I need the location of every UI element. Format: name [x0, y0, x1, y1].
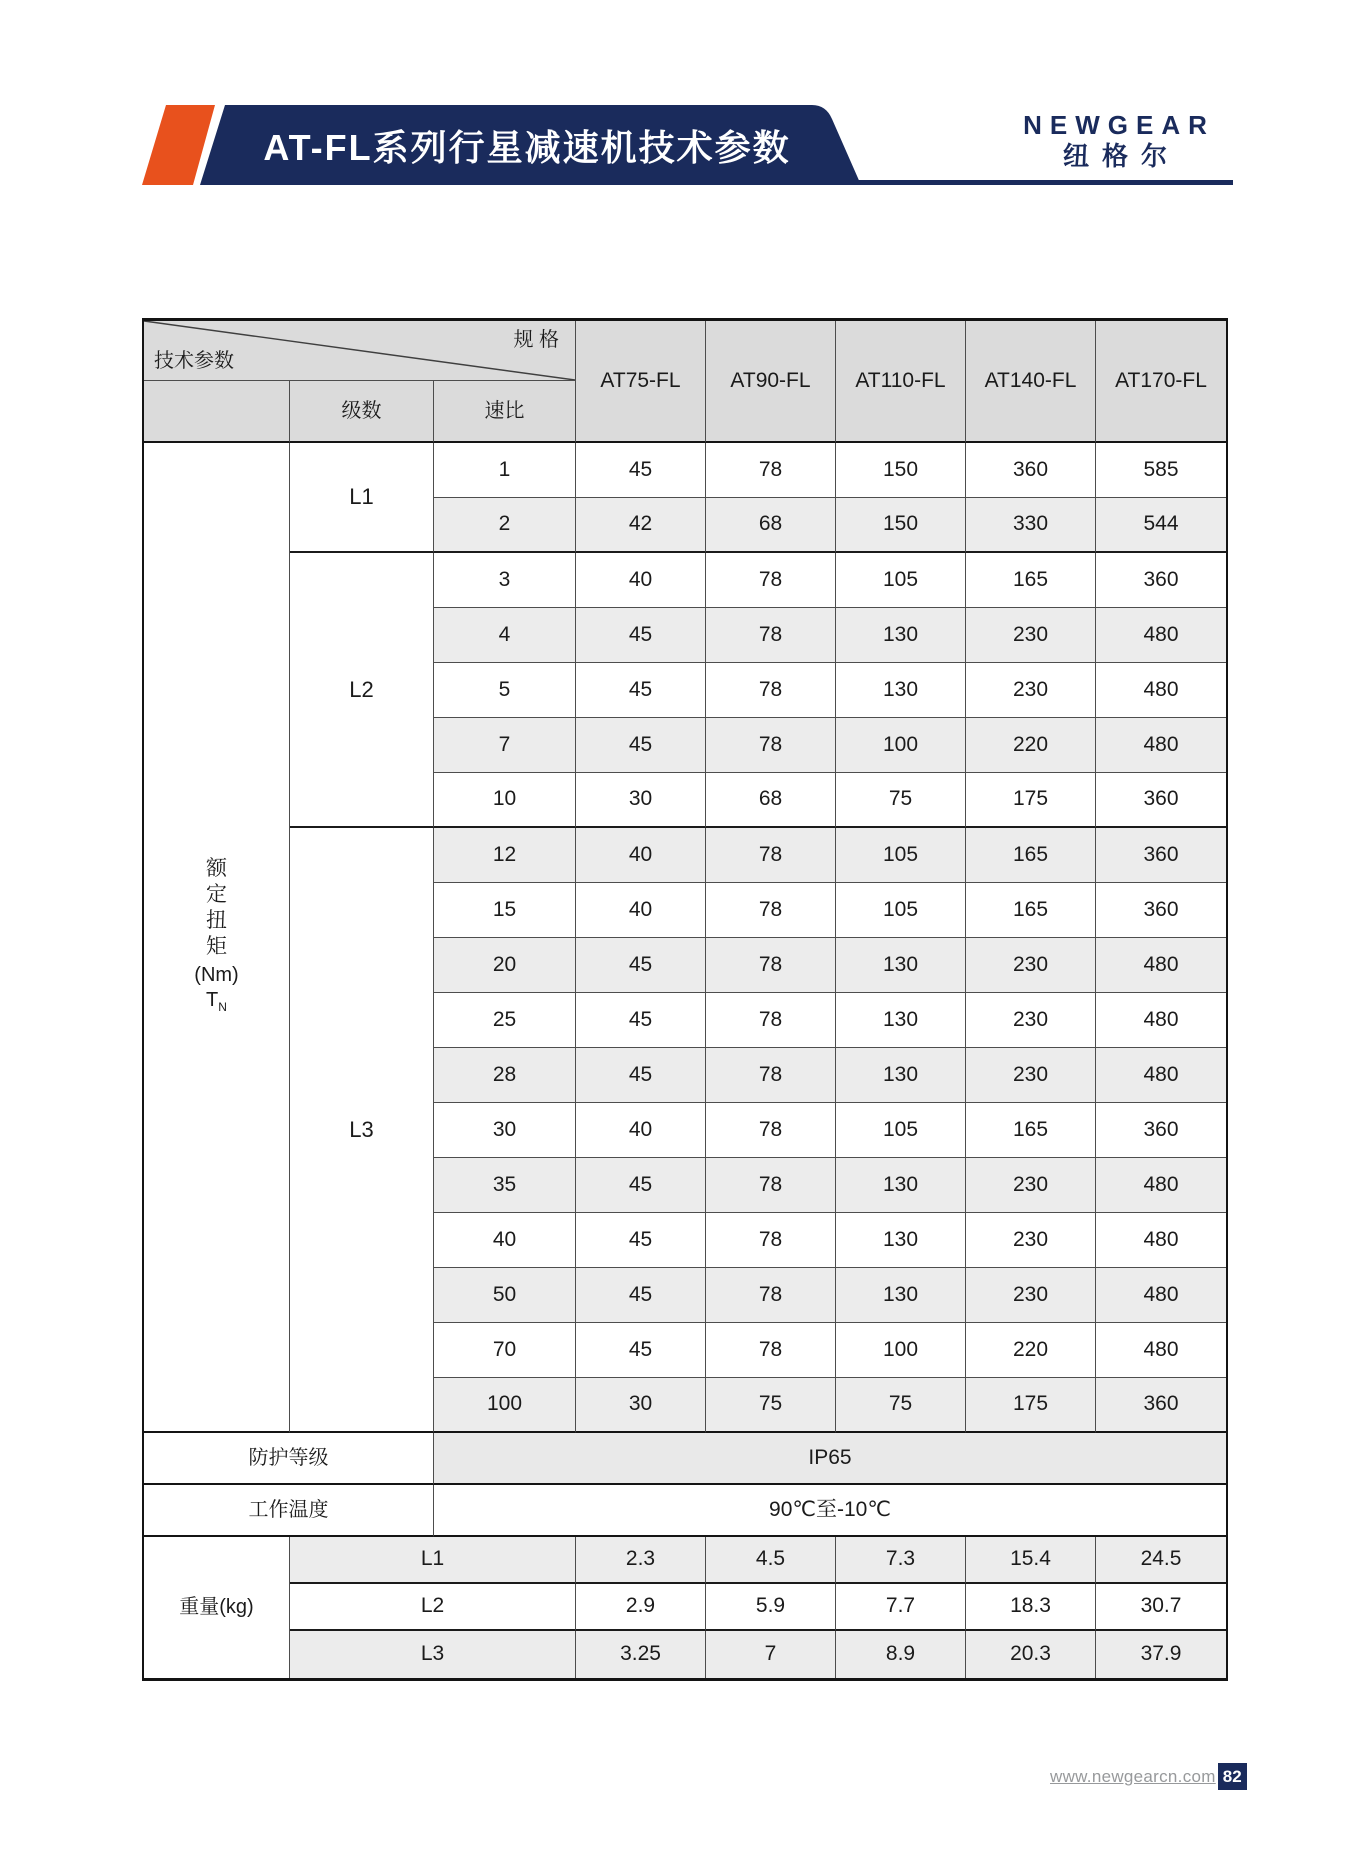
torque-value-cell: 78 [706, 663, 836, 718]
ratio-cell: 15 [434, 883, 576, 938]
logo-chinese-name: 纽格尔 [1062, 141, 1180, 171]
torque-value-cell: 165 [966, 828, 1096, 883]
torque-value-cell: 130 [836, 993, 966, 1048]
torque-value-cell: 78 [706, 1323, 836, 1378]
model-header: AT75-FL [576, 321, 706, 443]
weight-value-cell: 30.7 [1096, 1584, 1226, 1631]
weight-label: 重量(kg) [144, 1537, 290, 1678]
torque-value-cell: 40 [576, 828, 706, 883]
torque-value-cell: 78 [706, 828, 836, 883]
torque-value-cell: 150 [836, 498, 966, 553]
model-header: AT140-FL [966, 321, 1096, 443]
torque-value-cell: 130 [836, 1268, 966, 1323]
protection-value: IP65 [434, 1433, 1226, 1485]
torque-value-cell: 78 [706, 1213, 836, 1268]
torque-value-cell: 68 [706, 498, 836, 553]
torque-rated-label [144, 443, 290, 1433]
torque-value-cell: 105 [836, 883, 966, 938]
torque-value-cell: 78 [706, 1103, 836, 1158]
corner-empty-cell [144, 381, 290, 443]
ratio-cell: 2 [434, 498, 576, 553]
torque-value-cell: 480 [1096, 663, 1226, 718]
torque-value-cell: 78 [706, 883, 836, 938]
temperature-label: 工作温度 [144, 1485, 434, 1537]
torque-value-cell: 45 [576, 1048, 706, 1103]
torque-value-cell: 330 [966, 498, 1096, 553]
torque-value-cell: 230 [966, 1268, 1096, 1323]
torque-value-cell: 480 [1096, 718, 1226, 773]
torque-value-cell: 480 [1096, 608, 1226, 663]
torque-value-cell: 78 [706, 1158, 836, 1213]
torque-value-cell: 75 [836, 1378, 966, 1433]
weight-value-cell: 2.3 [576, 1537, 706, 1584]
model-header: AT90-FL [706, 321, 836, 443]
torque-value-cell: 360 [1096, 553, 1226, 608]
torque-value-cell: 45 [576, 1158, 706, 1213]
torque-value-cell: 480 [1096, 993, 1226, 1048]
corner-label-parameters: 技术参数 [154, 350, 234, 372]
torque-value-cell: 230 [966, 1048, 1096, 1103]
torque-value-cell: 45 [576, 1213, 706, 1268]
torque-value-cell: 165 [966, 883, 1096, 938]
weight-value-cell: 24.5 [1096, 1537, 1226, 1584]
weight-value-cell: 2.9 [576, 1584, 706, 1631]
torque-value-cell: 220 [966, 718, 1096, 773]
torque-value-cell: 78 [706, 1268, 836, 1323]
ratio-cell: 28 [434, 1048, 576, 1103]
weight-value-cell: 4.5 [706, 1537, 836, 1584]
torque-value-cell: 480 [1096, 1213, 1226, 1268]
ratio-cell: 7 [434, 718, 576, 773]
torque-value-cell: 45 [576, 443, 706, 498]
torque-value-cell: 45 [576, 993, 706, 1048]
header-rule-line [845, 180, 1233, 185]
torque-value-cell: 130 [836, 608, 966, 663]
torque-value-cell: 480 [1096, 938, 1226, 993]
ratio-cell: 10 [434, 773, 576, 828]
torque-value-cell: 78 [706, 718, 836, 773]
stage-column-header: 级数 [290, 381, 434, 443]
torque-value-cell: 585 [1096, 443, 1226, 498]
ratio-cell: 50 [434, 1268, 576, 1323]
torque-value-cell: 230 [966, 1213, 1096, 1268]
torque-value-cell: 360 [966, 443, 1096, 498]
weight-stage-cell: L1 [290, 1537, 576, 1584]
torque-value-cell: 360 [1096, 773, 1226, 828]
torque-value-cell: 45 [576, 938, 706, 993]
temperature-value: 90℃至-10℃ [434, 1485, 1226, 1537]
torque-value-cell: 130 [836, 663, 966, 718]
torque-value-cell: 40 [576, 553, 706, 608]
torque-value-cell: 480 [1096, 1268, 1226, 1323]
torque-value-cell: 130 [836, 938, 966, 993]
torque-value-cell: 230 [966, 663, 1096, 718]
torque-value-cell: 75 [706, 1378, 836, 1433]
torque-value-cell: 75 [836, 773, 966, 828]
torque-value-cell: 360 [1096, 1103, 1226, 1158]
torque-value-cell: 360 [1096, 1378, 1226, 1433]
torque-value-cell: 360 [1096, 883, 1226, 938]
ratio-column-header: 速比 [434, 381, 576, 443]
torque-value-cell: 42 [576, 498, 706, 553]
torque-value-cell: 480 [1096, 1323, 1226, 1378]
page-number-badge: 82 [1218, 1763, 1247, 1790]
torque-value-cell: 78 [706, 553, 836, 608]
ratio-cell: 25 [434, 993, 576, 1048]
torque-value-cell: 78 [706, 1048, 836, 1103]
torque-value-cell: 105 [836, 828, 966, 883]
torque-value-cell: 78 [706, 608, 836, 663]
torque-value-cell: 78 [706, 993, 836, 1048]
ratio-cell: 1 [434, 443, 576, 498]
torque-value-cell: 40 [576, 883, 706, 938]
torque-value-cell: 220 [966, 1323, 1096, 1378]
torque-value-cell: 165 [966, 553, 1096, 608]
torque-value-cell: 100 [836, 718, 966, 773]
torque-value-cell: 130 [836, 1213, 966, 1268]
ratio-cell: 40 [434, 1213, 576, 1268]
torque-value-cell: 480 [1096, 1048, 1226, 1103]
model-header: AT110-FL [836, 321, 966, 443]
torque-value-cell: 78 [706, 938, 836, 993]
ratio-cell: 5 [434, 663, 576, 718]
weight-value-cell: 15.4 [966, 1537, 1096, 1584]
torque-value-cell: 130 [836, 1048, 966, 1103]
torque-value-cell: 45 [576, 718, 706, 773]
weight-value-cell: 3.25 [576, 1631, 706, 1678]
torque-value-cell: 105 [836, 1103, 966, 1158]
torque-value-cell: 78 [706, 443, 836, 498]
weight-value-cell: 7.3 [836, 1537, 966, 1584]
torque-value-cell: 230 [966, 938, 1096, 993]
logo-wordmark: NEWGEAR [1023, 110, 1215, 140]
page-title: AT-FL系列行星减速机技术参数 [263, 126, 791, 168]
ratio-cell: 12 [434, 828, 576, 883]
torque-value-cell: 150 [836, 443, 966, 498]
weight-stage-cell: L2 [290, 1584, 576, 1631]
weight-value-cell: 37.9 [1096, 1631, 1226, 1678]
torque-value-cell: 544 [1096, 498, 1226, 553]
spec-table [142, 318, 1228, 1681]
website-url: www.newgearcn.com [1050, 1766, 1216, 1786]
weight-value-cell: 18.3 [966, 1584, 1096, 1631]
weight-stage-cell: L3 [290, 1631, 576, 1678]
stage-cell: L3 [290, 828, 434, 1433]
torque-value-cell: 480 [1096, 1158, 1226, 1213]
weight-value-cell: 8.9 [836, 1631, 966, 1678]
weight-value-cell: 7.7 [836, 1584, 966, 1631]
torque-value-cell: 30 [576, 773, 706, 828]
ratio-cell: 4 [434, 608, 576, 663]
stage-cell: L1 [290, 443, 434, 553]
torque-value-cell: 130 [836, 1158, 966, 1213]
corner-diagonal-cell [144, 321, 576, 381]
torque-value-cell: 45 [576, 1323, 706, 1378]
ratio-cell: 70 [434, 1323, 576, 1378]
torque-value-cell: 45 [576, 608, 706, 663]
torque-value-cell: 230 [966, 993, 1096, 1048]
ratio-cell: 3 [434, 553, 576, 608]
torque-value-cell: 175 [966, 1378, 1096, 1433]
torque-value-cell: 45 [576, 663, 706, 718]
weight-value-cell: 5.9 [706, 1584, 836, 1631]
ratio-cell: 20 [434, 938, 576, 993]
torque-value-cell: 230 [966, 608, 1096, 663]
ratio-cell: 30 [434, 1103, 576, 1158]
corner-label-spec: 规 格 [513, 329, 559, 351]
torque-value-cell: 105 [836, 553, 966, 608]
torque-label-block: 额 定 扭 矩 (Nm) $T_N$ [194, 856, 239, 1014]
torque-value-cell: 175 [966, 773, 1096, 828]
torque-value-cell: 165 [966, 1103, 1096, 1158]
torque-value-cell: 230 [966, 1158, 1096, 1213]
protection-label: 防护等级 [144, 1433, 434, 1485]
page-footer [1050, 1763, 1247, 1790]
torque-value-cell: 68 [706, 773, 836, 828]
company-logo [995, 110, 1235, 171]
torque-value-cell: 100 [836, 1323, 966, 1378]
torque-value-cell: 30 [576, 1378, 706, 1433]
ratio-cell: 100 [434, 1378, 576, 1433]
torque-value-cell: 45 [576, 1268, 706, 1323]
model-header: AT170-FL [1096, 321, 1226, 443]
weight-value-cell: 7 [706, 1631, 836, 1678]
torque-value-cell: 40 [576, 1103, 706, 1158]
weight-value-cell: 20.3 [966, 1631, 1096, 1678]
stage-cell: L2 [290, 553, 434, 828]
torque-value-cell: 360 [1096, 828, 1226, 883]
ratio-cell: 35 [434, 1158, 576, 1213]
